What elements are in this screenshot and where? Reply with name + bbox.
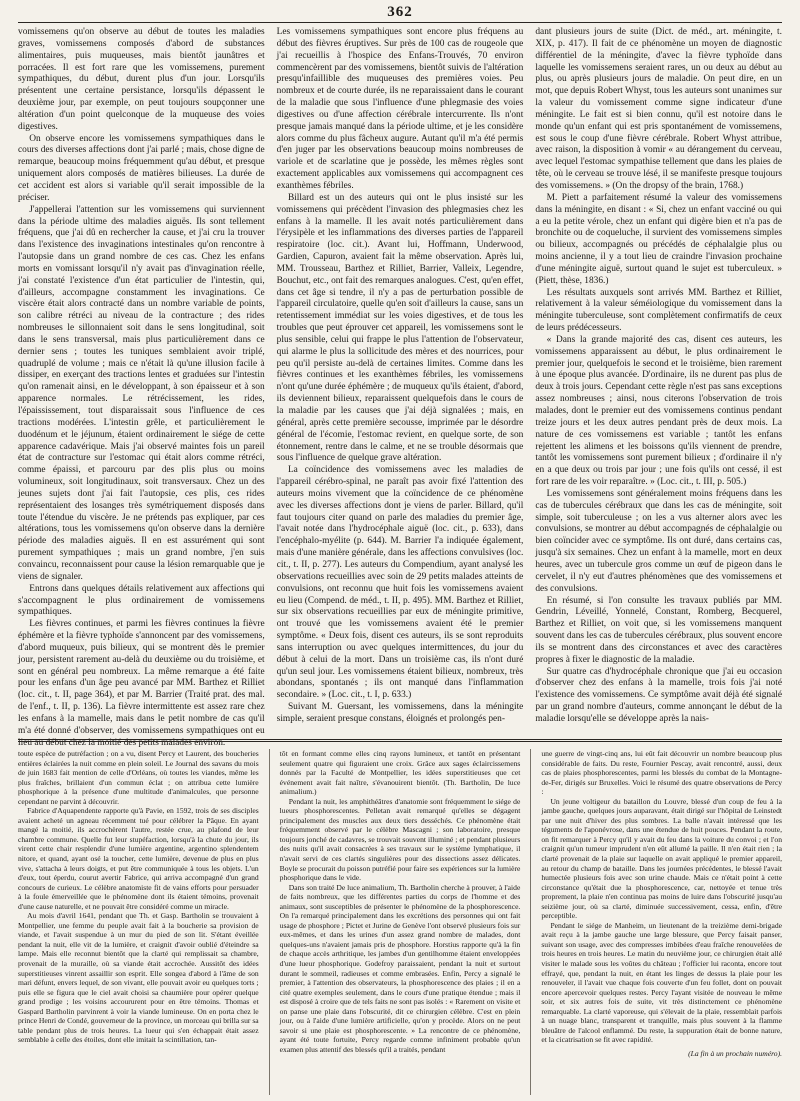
paragraph: La coïncidence des vomissemens avec les maladies de l'appareil cérébro-spinal, ne paraît pas avoir fixé l'attention des auteurs moins vivement que la coïncidence de ce phénomène avec les diverses affections dont je viens de parler. Billard, qu'il faut toujours citer quand on parle des maladies du premier âge, l'avait notée dans l'hydrocéphale aiguë (loc. cit., p. 633), dans l'encéphalo-myélite (p. 644). M. Barrier l'a indiquée également, mais d'une manière générale, dans les affections convulsives (loc. cit., t. II, p. 277). Les auteurs du Compendium, ayant analysé les observations recueillies avec soin de 29 petits malades atteints de convulsions, ont reconnu que huit fois les vomissemens avaient eu lieu (Compend. de méd., t. II, p. 495). MM. Barthez et Rilliet, sur six observations recueillies par eux de méningite primitive, ont trouvé que les vomissemens avaient été le premier symptôme. « Deux fois, disent ces auteurs, ils se sont reproduits sans interruption ou avec quelques intermittences, du jour du début à celui de la mort. Dans un troisième cas, ils n'ont duré qu'un seul jour. Les vomissemens étaient bilieux, nombreux, très abondans, spontanés ; ils ont manqué dans l'inflammation secondaire. » (Loc. cit., t. I, p. 633.): [276, 465, 524, 701]
paragraph: Billard est un des auteurs qui ont le plus insisté sur les vomissemens qui précèdent l'invasion des phlegmasies chez les enfans à la mamelle. Il les avait notés particulièrement dans l'érysipèle et les inflammations des diverses parties de l'appareil respiratoire (loc. cit.). Avant lui, Hoffmann, Underwood, Gardien, Capuron, avaient fait la même observation. Après lui, MM. Trousseau, Barthez et Rilliet, Barrier, Valleix, Legendre, Bouchut, etc., ont fait des remarques analogues. C'est, qu'en effet, dans cet âge si tendre, il n'y a pas de perturbation possible de l'appareil circulatoire, quelle qu'en soit d'ailleurs la cause, sans un retentissement immédiat sur les voies digestives, et de tous les troubles que peut éprouver cet appareil, les vomissemens sont le plus sensible, celui qui frappe le plus l'attention de l'observateur, qui alarme le plus la sollicitude des mères et des nourrices, pour peu qu'il persiste au-delà de certaines limites. Comme dans les fièvres continues et les exanthèmes fébriles, les vomissemens n'ont qu'une durée éphémère ; de muqueux qu'ils étaient, d'abord, ils deviennent bilieux, reparaissent quelquefois dans le cours de la maladie par les causes que j'ai déjà signalées ; mais, en général, après cette première secousse, imprimée par le désordre général de l'écomie, l'estomac revient, en quelque sorte, de son étonnement, rentre dans le calme, et ne se trouble désormais que sous l'influence de quelque grave altération.: [276, 192, 524, 464]
paragraph: Les fièvres continues, et parmi les fièvres continues la fièvre éphémère et la fièvre typhoïde s'annoncent par des vomissemens, d'abord muqueux, puis bilieux, qui se montrent dès le premier jour, persistent rarement au-delà du deuxième ou du troisième, et sont en général peu nombreux. La même remarque a été faite pour les enfans d'un âge peu avancé par MM. Barthez et Rilliet (loc. cit., t. II, page 364), et par M. Barrier (Traité prat. des mal. de l'enf., t. II, p. 136). La fièvre intermittente est assez rare chez les enfans à la mamelle, mais dans le petit nombre de cas qu'il m'a été donné d'observer, des vomissemens sympathiques ont eu lieu au début chez la moitié des petits malades environ.: [18, 619, 265, 748]
paragraph: vomissemens qu'on observe au début de toutes les maladies graves, vomissemens composés d'abord de substances alimentaires, puis muqueuses, mais bientôt jaunâtres et porracées. Il est fort rare que les vomissemens, purement sympathiques, du début, durent plus d'un jour. Lorsqu'ils présentent une certaine persistance, lorsqu'ils dépassent le deuxième jour, par exemple, on peut toujours soupçonner une altération d'un point quelconque de la muqueuse des voies digestives.: [18, 27, 265, 132]
paragraph: Les vomissemens sympathiques sont encore plus fréquens au début des fièvres éruptives. Sur près de 100 cas de rougeole que j'ai recueillis à l'hospice des Enfans-Trouvés, 70 environ commencèrent par des vomissemens, bientôt suivis de l'altération presqu'infaillible des muqueuses des premières voies. Peu nombreux et de courte durée, ils ne reparaissaient dans le courant de la maladie que sous l'influence d'une phlegmasie des voies digestives ou d'une affection cérébrale intercurrente. Ils n'ont presque jamais manqué dans la période ultime, et je les considère alors comme du plus fâcheux augure. Autant qu'il m'a été permis d'en juger par les observations beaucoup moins nombreuses de variole et de scarlatine que je possède, les mêmes règles sont exactement applicables aux vomissemens qui accompagnent ces exanthèmes fébriles.: [276, 27, 524, 191]
article-column-3: [535, 27, 782, 735]
paragraph: « Dans la grande majorité des cas, disent ces auteurs, les vomissemens apparaissent au début, le plus ordinairement le premier jour, quelquefois le second et le troisième, bien rarement à une époque plus avancée. D'ordinaire, ils ne durent pas plus de deux à trois jours. Cependant cette règle n'est pas sans exceptions assez nombreuses ; ainsi, nous citerons l'observation de trois malades, dont le premier eut des vomissemens continus pendant treize jours et les deux autres pendant près de deux mois. La nature de ces vomissemens est variable ; tantôt les enfans rejettent les alimens et les boissons qu'ils viennent de prendre, tantôt les vomissemens sont purement bilieux ; d'ordinaire il n'y en a que deux ou trois par jour ; une fois qu'ils ont cessé, il est fort rare de les voir reparaître. » (Loc. cit., t. III, p. 505.): [535, 334, 783, 488]
feuilleton: [18, 749, 782, 1095]
paragraph: J'appellerai l'attention sur les vomissemens qui surviennent dans la période ultime des maladies aiguës. Ils sont tellement fréquens, que j'ai dû en rechercher la cause, et j'ai cru la trouver dans l'existence des invaginations intestinales qu'on rencontre à l'autopsie dans un grand nombre de ces cas. Chez les enfans morts en vomissant lorsqu'il n'y avait pas d'invagination réelle, j'ai constaté l'existence d'un état particulier de l'intestin, qui, d'ailleurs, accompagne constamment les invaginations. Ce viscère était alors contracté dans un nombre variable de points, son calibre rétréci au niveau de la contracture ; des rides nombreuses le sillonnaient soit dans le sens longitudinal, soit dans le sens transversal, mais plus particulièrement dans ce dernier sens ; toutes les tuniques semblaient avoir triplé, quadruplé de volume ; mais ce n'était là qu'une illusion facile à dissiper, en exerçant des tractions lentes et graduées sur l'intestin qu'on ramenait ainsi, en le développant, à son épaisseur et à son apparence normales. Le rétrécissement, les rides, l'épaississement, tout disparaissait sous l'influence de ces tractions modérées. L'intestin grêle, et particulièrement le duodénum et le jéjunum, étaient ordinairement le siége de cette apparence cadavérique. Mais j'ai observé maintes fois un pareil état de contracture sur l'estomac qui était alors comme rétréci, comme épaissi, et parcouru par des plis plus ou moins volumineux, soit longitudinaux, soit transversaux. Chez un des jeunes sujets dont j'ai fait l'autopsie, ces plis, ces rides représentaient des losanges très symétriquement disposés dans toute l'étendue du viscère. Je ne prétends pas expliquer, par ces altérations, tous les vomissemens qu'on observe dans la dernière période des maladies aiguës. Il en est assurément qui sont purement sympathiques ; mais un grand nombre, j'en suis convaincu, reconnaissent pour cause la lésion remarquable que je viens de signaler.: [18, 204, 265, 582]
paragraph: une guerre de vingt-cinq ans, lui eût fait découvrir un nombre beaucoup plus considérable de faits. Du reste, Fournier Pescay, avait rencontré, aussi, deux cas de plaies phosphorescentes, parmi les blessés du combat de la Montagne-de-Fer, dirigés sur Bruxelles. Voici le résumé des quatre observations de Percy :: [541, 749, 783, 797]
feuilleton-column-1: [18, 749, 259, 1095]
paragraph: Suivant M. Guersant, les vomissemens, dans la méningite simple, seraient presque constans, éloignés et prolongés pen-: [276, 702, 524, 724]
paragraph: Fabrice d'Aquapendente rapporte qu'à Pavie, en 1592, trois de ses disciples avaient acheté un agneau récemment tué pour célébrer la Pâque. En ayant mangé la moitié, ils accrochèrent l'autre, restée crue, au plafond de leur chambre commune. Quelle fut leur stupéfaction, lorsqu'à la chute du jour, ils virent cette chair resplendir d'une lumière argentine, argentino splendentem nitore, et quand, ayant osé la toucher, cette lumière, devenue de plus en plus vive, s'attacha à leurs doigts, et put être communiquée à tous les objets. L'un d'eux, tout éperdu, courut avertir Fabrice, qui arriva accompagné d'un grand concours de curieux. Le célèbre anatomiste fit de vains efforts pour persuader à la foule émerveillée que le phénomène dont ils étaient témoins, provenait d'une cause naturelle, et ne pouvait être considéré comme un miracle.: [18, 806, 259, 911]
paragraph: Pendant le siége de Manheim, un lieutenant de la treizième demi-brigade avait reçu à la jambe gauche une large blessure, que Percy faisait panser, suivant son usage, avec des compresses imbibées d'eau fraîche renouvelées de trois heures en trois heures. Le matin du neuvième jour, ce chirurgien était allé visiter le malade sous les voûtes du château ; l'officier lui raconta, encore tout effrayé, que, pendant la nuit, en étant les linges de dessus la plaie pour les renouveler, il l'avait vue chaque fois couverte d'un feu follet, dont on pouvait encore apercevoir quelques restes. Percy l'ayant visitée de nouveau le même soir, et six autres fois de suite, vit très distinctement ce phénomène remarquable. La clarté vaporeuse, qui s'élevait de la plaie, ressemblait parfois à un nuage blanc, transparent et tranquille, mais plus souvent à la flamme bleuâtre de l'alcool enflammé. Du reste, la suppuration était de bonne nature, et la cicatrisation se fit avec rapidité.: [541, 920, 783, 1045]
to-be-continued: (La fin à un prochain numéro).: [688, 1048, 783, 1058]
paragraph: Au mois d'avril 1641, pendant que Th. et Gasp. Bartholin se trouvaient à Montpellier, une femme du peuple avait fait à la boucherie sa provision de viande, et l'avait suspendue à un mur du pied de son lit. S'étant éveillée pendant la nuit, elle vit de la lumière, et craignit d'avoir oublié d'éteindre sa lampe. Mais elle reconnut bientôt que la clarté qui remplissait sa chambre, provenait de la muraille, où sa viande était accrochée. Aussitôt des idées superstitieuses vinrent assaillir son esprit. Elle songea d'abord à l'âme de son mari défunt, envers lequel, de son vivant, elle pouvait avoir eu quelques torts ; puis elle se figura que le ciel avait choisi sa chaumière pour opérer quelque grand prodige ; les voisins accoururent pour en être témoins. Thomas et Gaspard Bartholin parvinrent à voir la viande lumineuse. On en porta chez le prince Henri de Condé, gouverneur de la province, un morceau qui brilla sur sa table pendant plus de trois heures. La lueur qui s'en échappait était assez semblable à celle des étoiles, dont elle imitait la scintillation, tan-: [18, 911, 259, 1045]
paragraph: M. Piett a parfaitement résumé la valeur des vomissemens dans la méningite, en disant : « Si, chez un enfant vacciné ou qui a eu la petite vérole, chez un enfant qui digère bien et n'a pas de bronchite ou de coqueluche, il survient des vomissemens simples ou bilieux, accompagnés ou précédés de céphalalgie plus ou moins ancienne, il y a tout lieu de craindre l'invasion prochaine d'une méningite aiguë, surtout quand le sujet est tuberculeux. » (Piett, thèse, 1836.): [535, 192, 783, 286]
main-article: [18, 27, 783, 748]
article-column-2: [277, 27, 524, 735]
paragraph: On observe encore les vomissemens sympathiques dans le cours des diverses affections dont j'ai parlé ; mais, chose digne de remarque, beaucoup moins fréquemment qu'au début, et presque uniquement alors composés de matières bilieuses. La durée de cet accident est alors si variable qu'il serait impossible de la préciser.: [18, 133, 265, 203]
paragraph: tôt en formant comme elles cinq rayons lumineux, et tantôt en présentant seulement quatre qui figuraient une croix. Grâce aux sages éclaircissemens donnés par la Faculté de Montpellier, les idées superstitieuses que cet événement avait fait naître, s'évanouirent bientôt. (Th. Bartholin, De luce animalium.): [279, 749, 521, 797]
paragraph: Les résultats auxquels sont arrivés MM. Barthez et Rilliet, relativement à la valeur séméiologique du vomissement dans la méningite tuberculeuse, sont complètement confirmatifs de ceux de leurs prédécesseurs.: [535, 287, 783, 334]
paragraph: toute espèce de putréfaction ; on a vu, disent Percy et Laurent, des boucheries entières éclairées la nuit comme en plein soleil. Le Journal des savans du mois de juin 1683 fait mention de celle d'Orléans, où toutes les viandes, même les plus fraîches, brillaient d'un commun éclat ; on attribua cette lumière phosphorique à la présence d'une multitude d'animalcules, que personne cependant ne parvint à découvrir.: [18, 749, 259, 806]
paragraph: Un jeune voltigeur du bataillon du Louvre, blessé d'un coup de feu à la jambe gauche, quelques jours auparavant, était dirigé sur l'hôpital de Leinstedt par une nuit d'hiver des plus sombres. La balle n'avait intéressé que les téguments de l'aponévrose, dans une étendue de huit pouces. Pendant la route, on fit remarquer à Percy qu'il y avait du feu dans la voiture du convoi ; et l'on craignit qu'un tumeur imprudent n'en eût allumé la paille. Il n'en était rien ; la clarté provenait de la plaie sur laquelle on avait appliqué le premier appareil, au retour du champ de bataille. Dans les journées précédentes, le blessé l'avait humectée plusieurs fois avec son urine chaude. Mais ce n'était point à cette circonstance qu'était due la phosphorescence, car, nettoyée et tenue très proprement, la plaie n'en continua pas moins de luire dans l'obscurité jusqu'au seizième jour, où sa clarté, diminuée successivement, cessa, enfin, d'être perceptible.: [541, 796, 783, 921]
feuilleton-divider: [18, 739, 782, 742]
paragraph: En résumé, si l'on consulte les travaux publiés par MM. Gendrin, Léveillé, Yonnelé, Constant, Romberg, Becquerel, Barthez et Rilliet, on voit que, si les vomissemens manquent souvent dans les cas de tubercules cérébraux, plus souvent encore ils se montrent dans des circonstances et avec des caractères propres à fixer le diagnostic de la maladie.: [535, 595, 783, 665]
paragraph: Entrons dans quelques détails relativement aux affections qui s'accompagnent le plus ordinairement de vomissemens sympathiques.: [18, 583, 265, 618]
paragraph: dant plusieurs jours de suite (Dict. de méd., art. méningite, t. XIX, p. 417). Il fait de ce phénomène un moyen de diagnostic différentiel de la méningite, d'avec la fièvre typhoïde dans laquelle les vomissemens seraient rares, un ou deux au début au plus, ou après plusieurs jours de maladie. On peut dire, en un mot, que depuis Robert Whyst, tous les auteurs sont unanimes sur la valeur du vomissement comme signe indicateur d'une méningite. Le fait est si bien connu, qu'il est notoire dans le monde qu'un enfant qui est pris spontanément de vomissemens, est sous le coup d'une fièvre cérébrale. Robert Whyst attribue, avec raison, la disposition à vomir « au dérangement du cerveau, avec lequel l'estomac sympathise tellement que dans les plaies de tête, où le cerveau se trouve lésé, il se manifeste presque toujours des vomissemens. » (On the dropsy of the brain, 1768.): [535, 27, 783, 191]
paragraph: Dans son traité De luce animalium, Th. Bartholin cherche à prouver, à l'aide de faits nombreux, que les différentes parties du corps de l'homme et des animaux, sont susceptibles de présenter le phénomène de la phosphorescence. On l'a remarqué principalement dans les excrétions des personnes qui ont fait usage de phosphore ; Pictet et Jurine de Genève l'ont observé plusieurs fois sur eux-mêmes, et dans les urines d'un assez grand nombre de malades, dont quelques-uns n'avaient jamais pris de phosphore. Horstius rapporte qu'à la fin de chaque accès arthritique, les jambes d'un gentilhomme étaient enveloppées d'une lueur phosphorique. Godefroy paraissaient, pendant la nuit et surtout durant le sommeil, radieuses et comme embrasées. Enfin, Percy a signalé le premier, à l'attention des observateurs, la phosphorescence des plaies ; il en a cité quatre exemples seulement, dans le cours d'une pratique étendue ; mais il est disposé à croire que de tels faits ne sont pas isolés : « Rarement on visite et on panse une plaie dans l'obscurité, dit ce chirurgien célèbre. C'est en plein jour, ou à l'aide d'une lumière artificielle, qu'on y procède. Alors on ne peut savoir si une plaie est phosphorescente. » La rencontre de ce phénomène, ayant été toute fortuite, Percy regarde comme infiniment probable qu'un examen plus attentif des blessés qu'il a traités, pendant: [279, 882, 521, 1054]
feuilleton-column-2: [280, 749, 521, 1095]
article-column-1: [18, 27, 265, 748]
paragraph: Les vomissemens sont généralement moins fréquens dans les cas de tubercules cérébraux que dans les cas de méningite, soit simple, soit tuberculeuse ; on les a vus alterner alors avec les convulsions, se montrer au début accompagnés de céphalalgie ou bien coïncider avec ce symptôme. Ils ont duré, dans certains cas, jusqu'à six semaines. Chez un enfant à la mamelle, mort en deux heures, avec un tubercule gros comme un œuf de pigeon dans le cervelet, il n'y eut d'autres phénomènes que des vomissemens et des convulsions.: [535, 488, 783, 594]
page-number: 362: [387, 4, 413, 20]
paragraph: Pendant la nuit, les amphithéâtres d'anatomie sont fréquemment le siége de lueurs phosphorescentes. Pelletan avait remarqué qu'elles se dégagent principalement des muscles aux deux tiers desséchés. Ce phénomène était fréquemment observé par le célèbre Mascagni ; son laboratoire, presque toujours jonché de cadavres, se trouvait souvent illuminé ; et pendant plusieurs des nuits qu'il avait consacrées à ses travaux sur le système lymphatique, il n'avait servi de ces clartés singulières pour des dissections assez délicates. Boyle se procurait du poisson putréfié pour faire ses expériences sur la lumière phosphorique dans le vide.: [279, 796, 521, 883]
column-rule: [269, 749, 270, 1095]
feuilleton-column-3: [541, 749, 782, 1095]
feuilleton-column-3-text: [541, 749, 782, 1045]
paragraph: Sur quatre cas d'hydrocéphale chronique que j'ai eu occasion d'observer chez des enfans à la mamelle, trois fois j'ai noté l'existence des vomissemens. Ce symptôme avait déjà été signalé par un grand nombre d'auteurs, comme annonçant le début de la maladie lorsqu'elle se développe après la nais-: [535, 666, 783, 724]
column-rule: [530, 749, 531, 1095]
header-rule: [18, 22, 782, 23]
